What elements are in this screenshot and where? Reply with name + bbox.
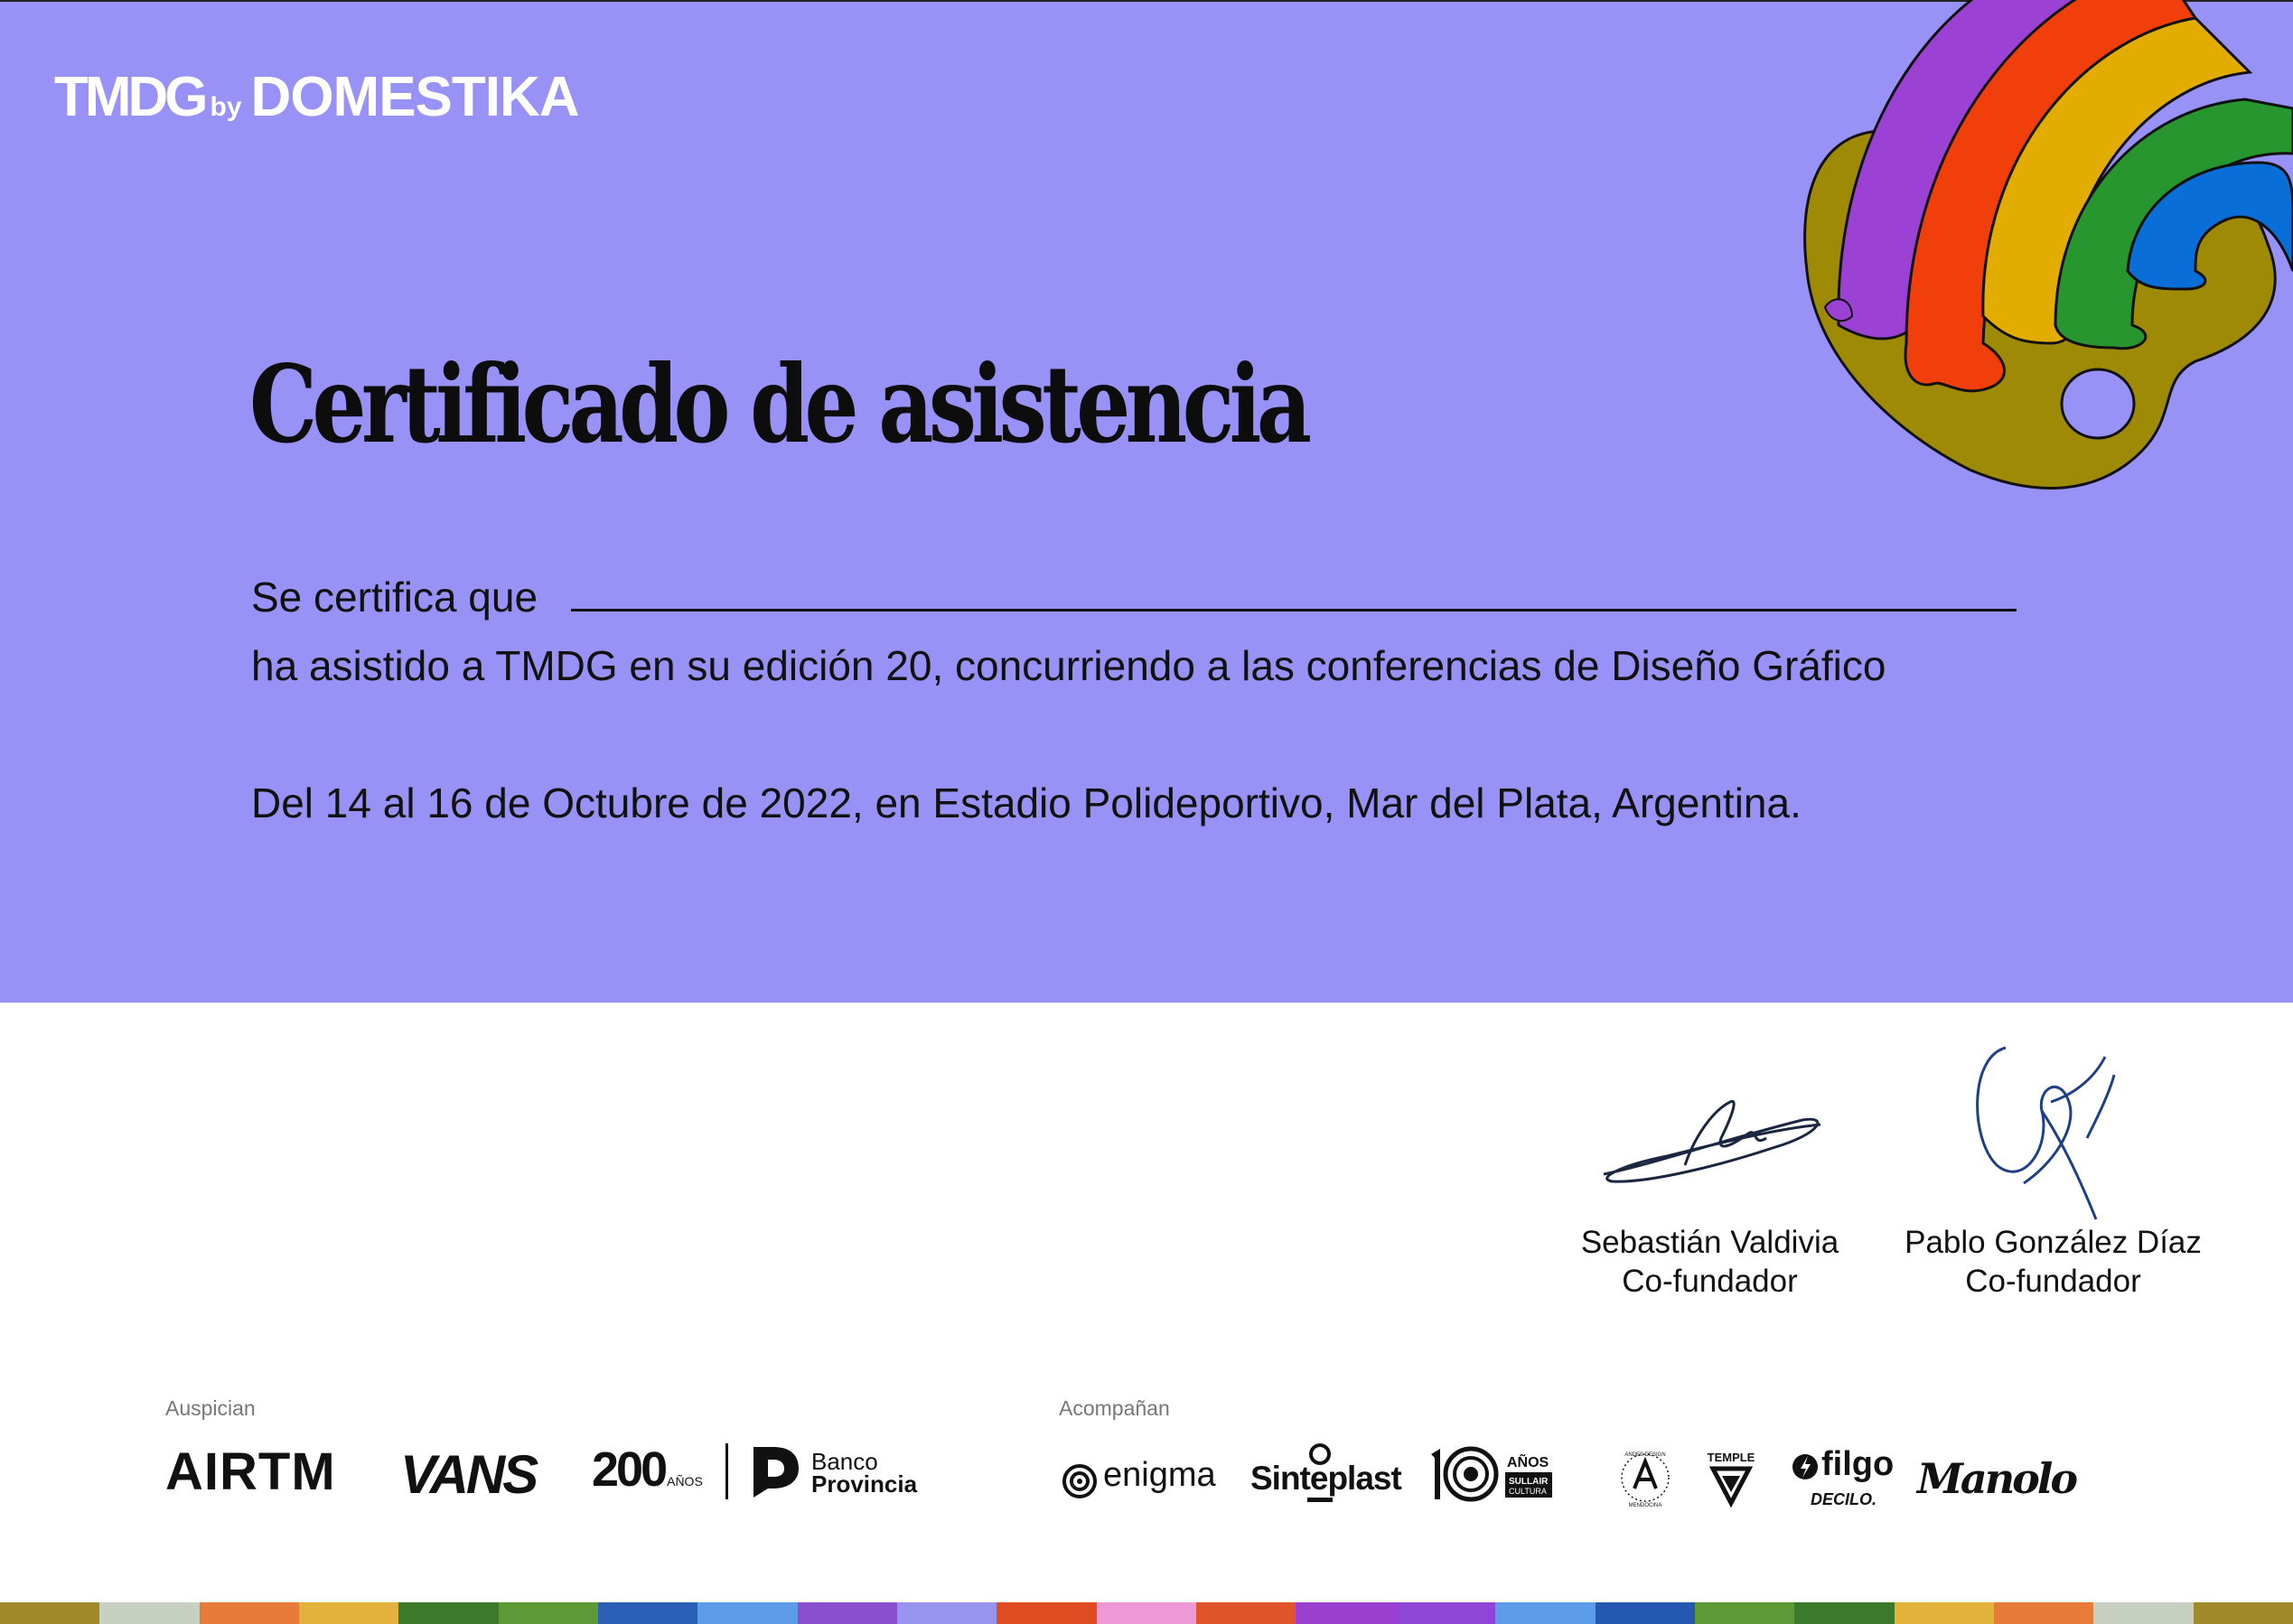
color-segment xyxy=(897,1602,997,1624)
anniversary-200-logo xyxy=(592,1442,703,1498)
banco-line2: Provincia xyxy=(811,1470,918,1498)
color-segment xyxy=(2194,1602,2293,1624)
anniversary-sub: AÑOS xyxy=(667,1474,703,1489)
temple-logo xyxy=(1700,1449,1762,1508)
ten-years-sullair-logo xyxy=(1427,1445,1572,1503)
color-segment xyxy=(1396,1602,1495,1624)
signatory-gonzalez xyxy=(1893,1223,2213,1301)
logo-divider xyxy=(725,1443,728,1499)
filgo-icon xyxy=(1791,1451,1820,1483)
color-segment xyxy=(697,1602,797,1624)
certificate-title: Certificado de asistencia xyxy=(249,341,1307,467)
recipient-name-line xyxy=(571,609,2017,611)
event-details: Del 14 al 16 de Octubre de 2022, en Estadio Polideportivo, Mar del Plata, Argentina. xyxy=(251,779,1802,826)
brand-partner: DOMESTIKA xyxy=(250,66,579,128)
color-segment xyxy=(997,1602,1096,1624)
airtm-logo: AIRTM xyxy=(165,1442,336,1501)
sponsors-label: Auspician xyxy=(165,1396,256,1420)
color-segment xyxy=(2093,1602,2193,1624)
ten-years-sub: SULLAIR xyxy=(1509,1477,1549,1487)
brand-logo xyxy=(54,65,579,129)
vans-logo: VANS xyxy=(400,1444,537,1505)
attendance-text: ha asistido a TMDG en su edición 20, concurriendo a las conferencias de Diseño Gráfico xyxy=(251,642,1886,689)
color-segment xyxy=(1296,1602,1395,1624)
enigma-logo: enigma xyxy=(1103,1456,1216,1494)
signature-valdivia-image xyxy=(1595,1084,1839,1192)
signatory-name: Pablo González Díaz xyxy=(1905,1225,2202,1260)
color-segment xyxy=(1695,1602,1794,1624)
signatory-valdivia xyxy=(1563,1223,1857,1301)
filgo-logo: filgo xyxy=(1821,1445,1895,1483)
signatory-name: Sebastián Valdivia xyxy=(1580,1225,1839,1260)
manolo-logo: Manolo xyxy=(1917,1454,2076,1503)
sinteplast-underline xyxy=(1307,1498,1333,1502)
color-segment xyxy=(1495,1602,1595,1624)
temple-label: TEMPLE xyxy=(1707,1451,1755,1464)
color-segment xyxy=(499,1602,598,1624)
color-segment xyxy=(99,1602,199,1624)
color-segment xyxy=(0,1602,99,1624)
color-segment xyxy=(1097,1602,1196,1624)
footer-color-bar xyxy=(0,1602,2293,1624)
andes-top-label: ANDES DESIGN xyxy=(1624,1452,1666,1458)
color-segment xyxy=(1994,1602,2093,1624)
signatory-role: Co-fundador xyxy=(1622,1264,1798,1299)
banco-provincia-icon xyxy=(752,1445,800,1499)
brand-primary: TMDG xyxy=(54,66,205,128)
anniversary-number: 200 xyxy=(592,1442,666,1497)
color-segment xyxy=(1895,1602,1994,1624)
ten-years-label: AÑOS xyxy=(1507,1455,1549,1470)
signature-gonzalez-image xyxy=(1951,1039,2132,1228)
color-segment xyxy=(398,1602,498,1624)
enigma-icon xyxy=(1062,1463,1098,1499)
supporters-label: Acompañan xyxy=(1059,1396,1170,1420)
ten-years-sub2: CULTURA xyxy=(1509,1487,1547,1496)
signatory-role: Co-fundador xyxy=(1965,1264,2141,1299)
certifies-label: Se certifica que xyxy=(251,574,538,621)
andes-design-logo xyxy=(1616,1449,1674,1508)
sinteplast-logo: Sinteplast xyxy=(1250,1460,1401,1497)
color-segment xyxy=(200,1602,299,1624)
rainbow-palette-illustration xyxy=(1798,0,2293,497)
brand-by: by xyxy=(210,92,242,122)
banco-provincia-logo xyxy=(811,1448,918,1498)
color-segment xyxy=(798,1602,897,1624)
color-segment xyxy=(598,1602,697,1624)
color-segment xyxy=(299,1602,398,1624)
color-segment xyxy=(1196,1602,1296,1624)
decilo-logo: DECILO. xyxy=(1811,1490,1877,1508)
color-segment xyxy=(1794,1602,1894,1624)
color-segment xyxy=(1596,1602,1695,1624)
andes-bottom-label: MENDOCINA xyxy=(1628,1503,1662,1508)
banco-line1: Banco xyxy=(811,1448,878,1475)
